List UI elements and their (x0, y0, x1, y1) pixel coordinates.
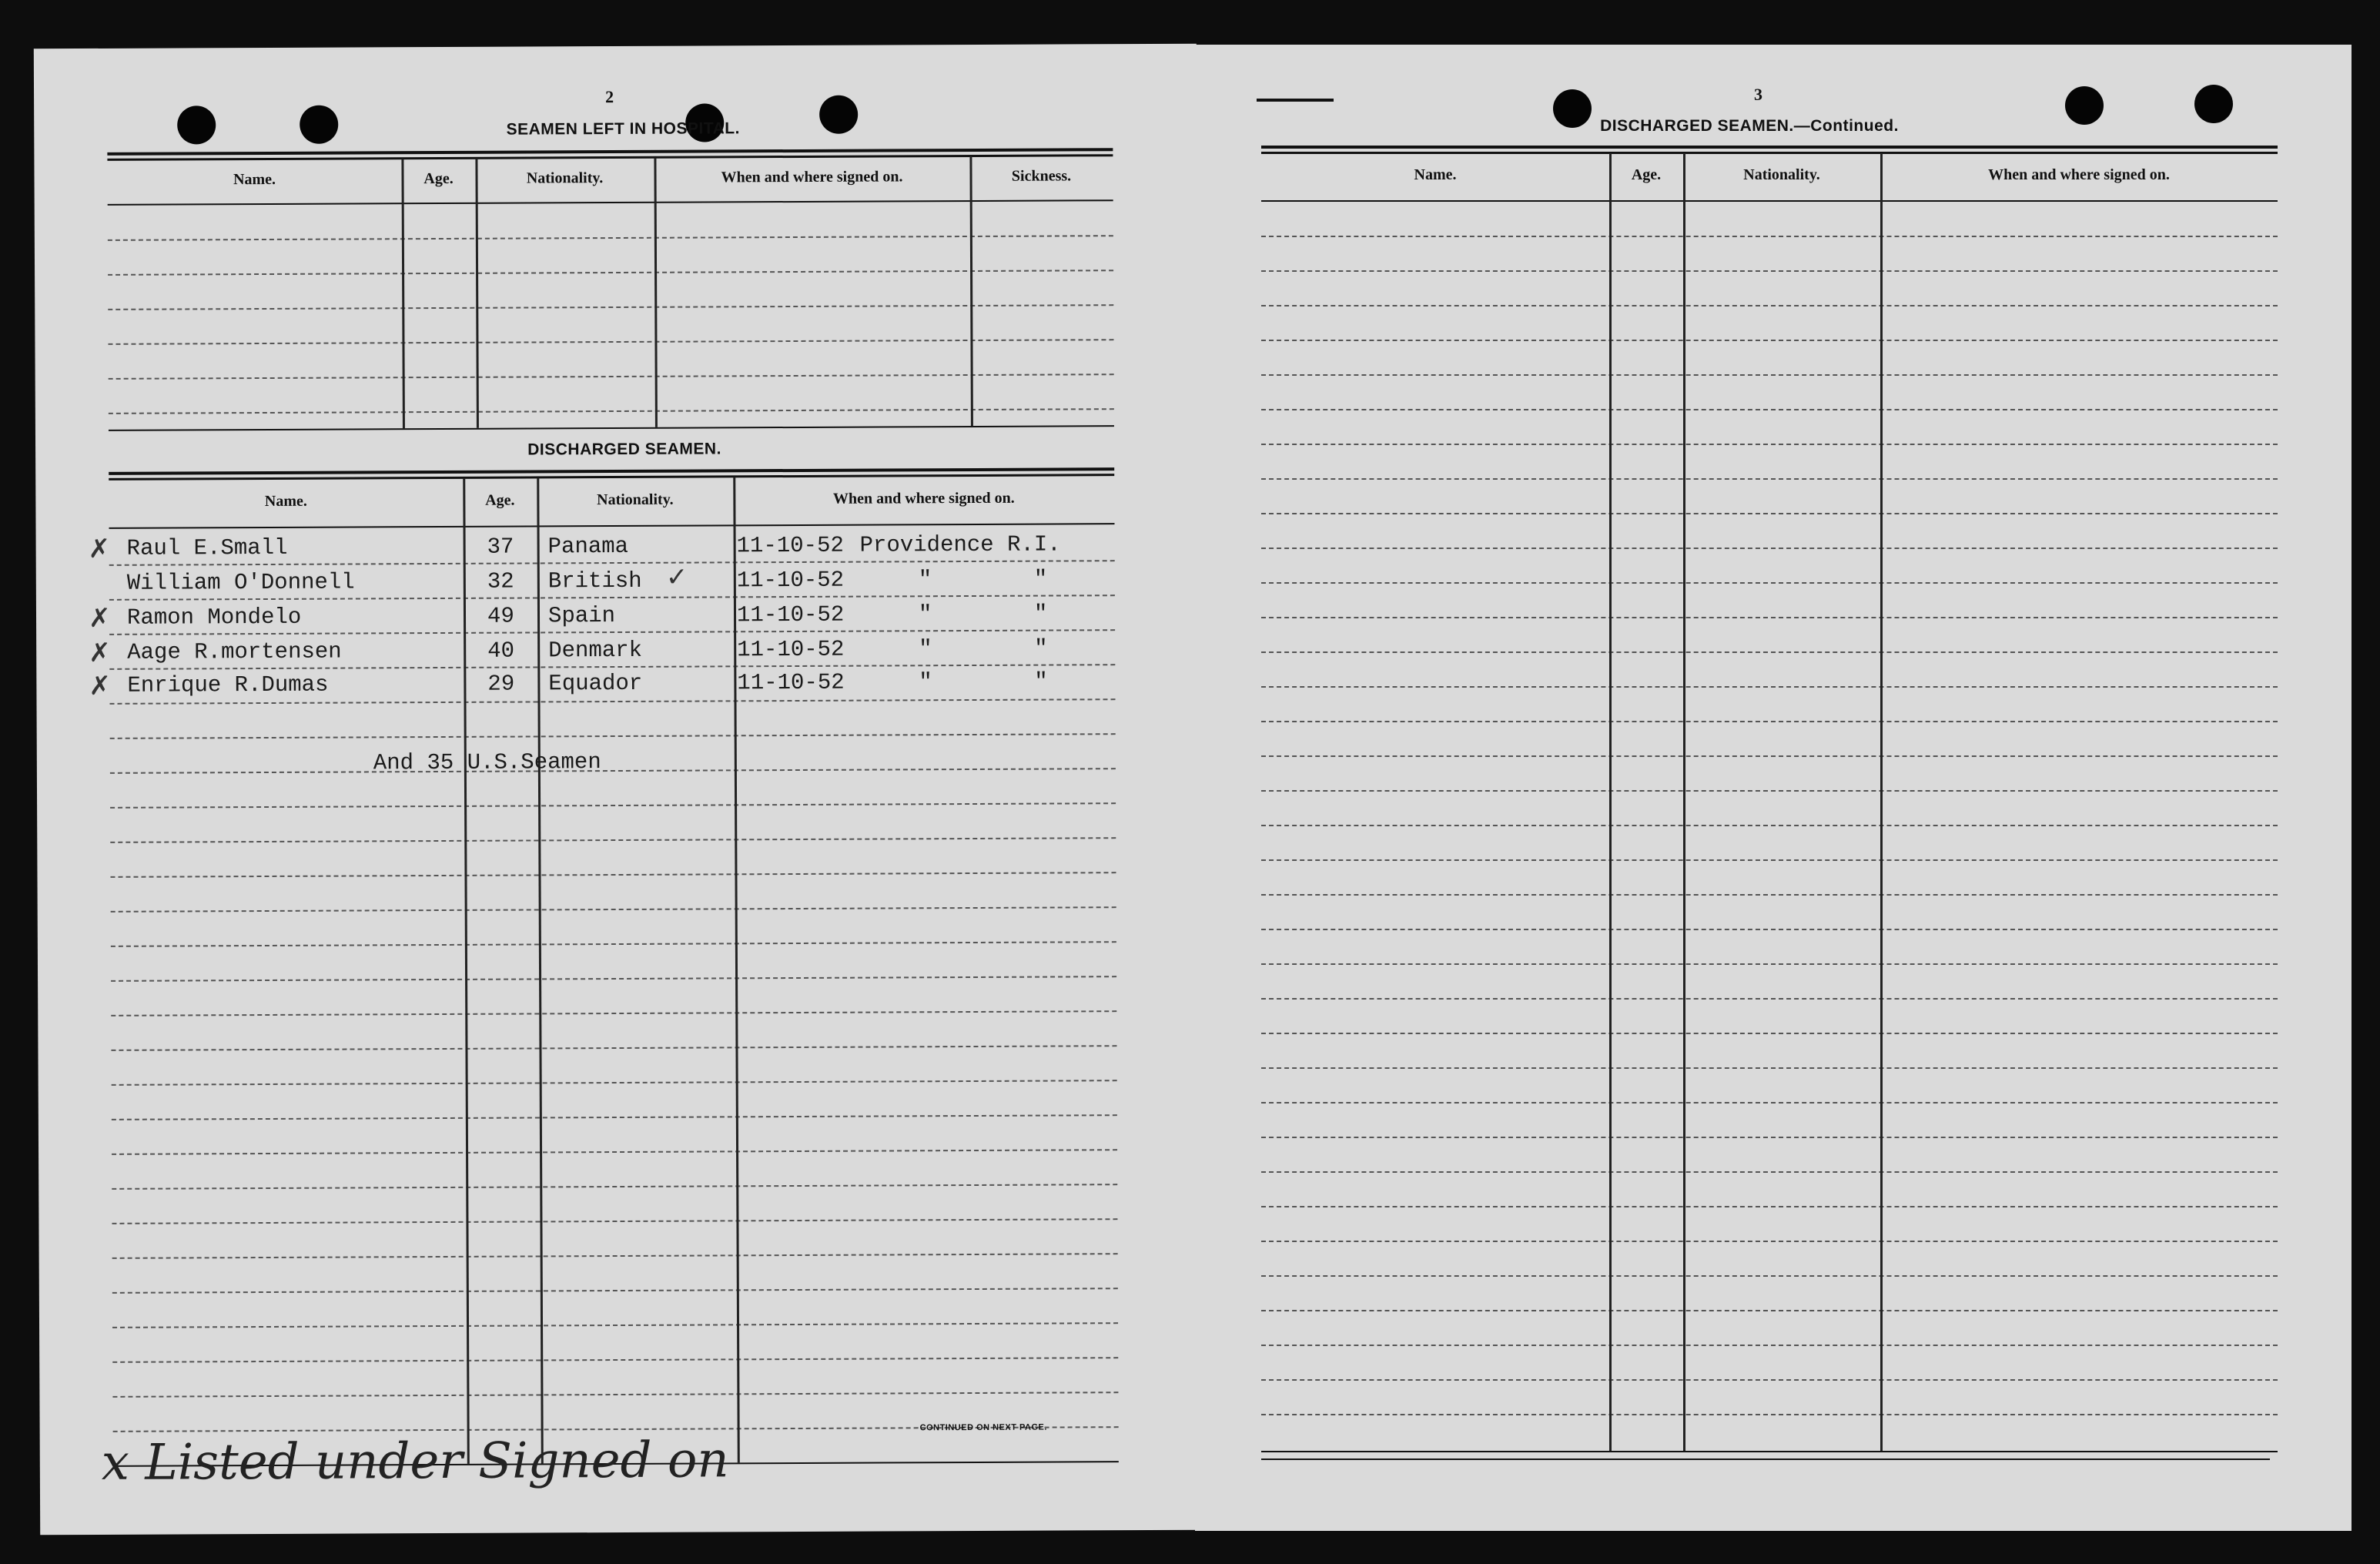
ruled-line (1261, 1414, 2278, 1415)
seaman-age: 49 (487, 603, 514, 629)
ruled-line (110, 733, 1116, 739)
ruled-line (111, 941, 1116, 947)
table-rule (1261, 152, 2278, 154)
ruled-line (111, 1045, 1116, 1051)
seaman-name: Enrique R.Dumas (127, 671, 329, 698)
ruled-line (111, 1010, 1116, 1016)
column-divider (537, 477, 544, 1463)
handwritten-note: x Listed under Signed on (101, 1432, 729, 1492)
ruled-line (112, 1149, 1117, 1155)
x-mark: ✗ (88, 602, 111, 634)
column-header-age: Age. (485, 491, 515, 509)
table-rule (1261, 1451, 2278, 1452)
table-rule (109, 425, 1114, 431)
ruled-line (1261, 1067, 2278, 1069)
x-mark: ✗ (89, 637, 111, 668)
ruled-line (1261, 409, 2278, 410)
ruled-line (109, 373, 1114, 380)
ruled-line (1261, 1241, 2278, 1242)
ruled-line (112, 1114, 1117, 1120)
signed-on-date: 11-10-52 (737, 669, 845, 696)
continued-note: CONTINUED ON NEXT PAGE. (919, 1422, 1047, 1433)
ruled-line (1261, 1275, 2278, 1277)
seaman-age: 29 (487, 671, 515, 697)
column-header-age: Age. (1631, 166, 1662, 183)
ruled-line (1261, 236, 2278, 237)
ruled-line (112, 1322, 1118, 1328)
discharged-continued-title: DISCHARGED SEAMEN.—Continued. (1600, 117, 1899, 135)
seaman-name: William O'Donnell (126, 569, 355, 596)
ruled-line (1261, 894, 2278, 896)
seaman-nationality: Panama (547, 533, 629, 560)
seaman-age: 32 (487, 568, 514, 594)
ditto-mark: " (1033, 601, 1048, 627)
signed-on-date: 11-10-52 (737, 636, 845, 663)
ruled-line (1261, 686, 2278, 688)
ruled-line (1261, 478, 2278, 480)
ruled-line (1261, 1033, 2278, 1034)
column-divider (1609, 153, 1612, 1451)
hospital-section-title: SEAMEN LEFT IN HOSPITAL. (506, 119, 740, 139)
table-rule (1261, 200, 2278, 202)
us-seamen-note: And 35 U.S.Seamen (373, 749, 601, 776)
ruled-line (109, 408, 1114, 414)
column-divider (1880, 153, 1883, 1451)
seaman-name: Raul E.Small (126, 534, 288, 561)
ruled-line (112, 1288, 1118, 1294)
ditto-mark: " (1034, 668, 1048, 695)
ruled-line (112, 1080, 1117, 1086)
ruled-line (112, 1184, 1117, 1190)
punch-hole (2065, 86, 2104, 125)
ditto-mark: " (919, 669, 932, 695)
punch-hole (819, 95, 858, 134)
column-divider (1683, 153, 1685, 1451)
ruled-line (110, 768, 1116, 774)
ruled-line (109, 594, 1115, 601)
column-header-age: Age. (423, 169, 454, 188)
ruled-line (1261, 444, 2278, 445)
table-rule (109, 523, 1115, 529)
ruled-line (1261, 1310, 2278, 1311)
ruled-line (1261, 1345, 2278, 1346)
ruled-line (110, 802, 1116, 809)
ruled-line (112, 1253, 1118, 1259)
ruled-line (110, 698, 1116, 705)
table-rule (107, 154, 1113, 161)
table-rule (108, 199, 1113, 206)
ruled-line (1261, 859, 2278, 861)
ruled-line (111, 976, 1116, 982)
column-divider (463, 478, 470, 1464)
x-mark: ✗ (89, 670, 111, 702)
seaman-nationality: British (547, 568, 642, 594)
left-page (34, 44, 1203, 1536)
column-divider (654, 158, 658, 427)
page-number: 3 (1754, 85, 1762, 104)
ditto-mark: " (918, 567, 932, 593)
table-rule (1261, 1459, 2270, 1460)
ditto-mark: " (918, 601, 932, 628)
ruled-line (108, 339, 1113, 345)
seaman-age: 40 (487, 638, 515, 664)
ruled-line (1261, 1137, 2278, 1138)
seaman-nationality: Denmark (548, 637, 643, 664)
column-header-name: Name. (1414, 166, 1457, 183)
column-header-name: Name. (264, 492, 307, 510)
ruled-line (1261, 790, 2278, 792)
check-mark: ✓ (665, 561, 688, 593)
ruled-line (1261, 582, 2278, 584)
ditto-mark: " (1034, 635, 1048, 661)
ruled-line (1261, 721, 2278, 722)
ruled-line (108, 270, 1113, 276)
ditto-mark: " (1033, 566, 1048, 592)
ruled-line (112, 1218, 1117, 1224)
ruled-line (1261, 1102, 2278, 1104)
signed-on-place: Providence R.I. (859, 531, 1061, 558)
ruled-line (110, 837, 1116, 843)
punch-hole (2194, 85, 2233, 123)
ruled-line (108, 304, 1113, 310)
seaman-nationality: Equador (548, 670, 643, 697)
column-header-nationality: Nationality. (597, 491, 674, 509)
discharged-section-title: DISCHARGED SEAMEN. (527, 440, 721, 459)
column-divider (401, 159, 405, 428)
ditto-mark: " (919, 636, 932, 662)
torn-mark (1257, 99, 1334, 102)
seaman-age: 37 (487, 534, 514, 560)
seaman-name: Aage R.mortensen (127, 638, 342, 665)
ruled-line (1261, 617, 2278, 618)
column-divider (969, 156, 973, 426)
column-header-name: Name. (233, 170, 276, 189)
x-mark: ✗ (88, 533, 111, 565)
column-header-signed-on: When and where signed on. (832, 489, 1015, 507)
ruled-line (111, 906, 1116, 913)
signed-on-date: 11-10-52 (736, 532, 844, 559)
column-header-nationality: Nationality. (1743, 166, 1820, 183)
seaman-nationality: Spain (547, 603, 616, 629)
ruled-line (1261, 825, 2278, 826)
ruled-line (112, 1357, 1118, 1363)
ruled-line (108, 235, 1113, 241)
column-header-signed-on: When and where signed on. (1988, 166, 2170, 183)
ruled-line (1261, 1206, 2278, 1207)
ruled-line (109, 629, 1115, 635)
right-page (1195, 45, 2352, 1531)
ruled-line (1261, 998, 2278, 1000)
punch-hole (300, 105, 338, 144)
ruled-line (112, 1392, 1118, 1398)
column-header-signed-on: When and where signed on. (721, 168, 903, 186)
ruled-line (1261, 651, 2278, 653)
ruled-line (1261, 963, 2278, 965)
ruled-line (110, 872, 1116, 878)
ruled-line (1261, 513, 2278, 514)
signed-on-date: 11-10-52 (736, 601, 845, 628)
ruled-line (109, 664, 1115, 670)
column-header-nationality: Nationality. (526, 169, 604, 187)
ruled-line (109, 560, 1115, 566)
ruled-line (1261, 1171, 2278, 1173)
ruled-line (1261, 755, 2278, 757)
ruled-line (1261, 374, 2278, 376)
table-rule (109, 474, 1114, 481)
ruled-line (1261, 929, 2278, 930)
column-header-sickness: Sickness. (1011, 167, 1072, 185)
punch-hole (177, 105, 216, 144)
ruled-line (1261, 270, 2278, 272)
signed-on-date: 11-10-52 (736, 567, 845, 594)
table-rule (1261, 146, 2278, 149)
ruled-line (1261, 548, 2278, 549)
seaman-name: Ramon Mondelo (126, 604, 302, 631)
ruled-line (1261, 1379, 2278, 1381)
ruled-line (1261, 340, 2278, 341)
page-number: 2 (605, 87, 614, 107)
column-divider (475, 159, 479, 428)
ruled-line (1261, 305, 2278, 306)
